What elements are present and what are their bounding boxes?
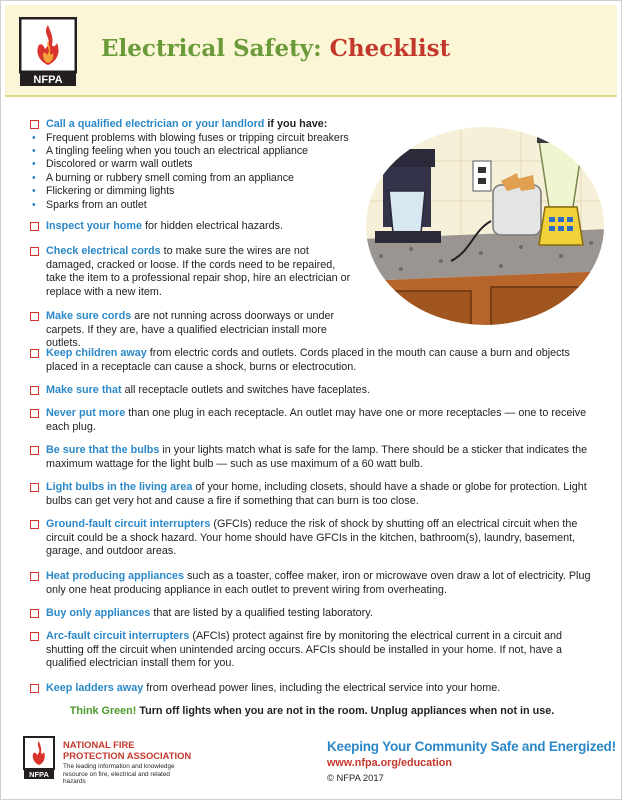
association-tagline: The leading information and knowledge resource on fire, electrical and related hazards: [63, 763, 175, 786]
think-green-note: [1, 705, 622, 717]
checklist-item-inspect-home: [31, 220, 361, 234]
svg-text:NFPA: NFPA: [29, 770, 49, 779]
item-highlight: Inspect your home: [46, 220, 142, 232]
checkbox-icon[interactable]: [30, 386, 39, 395]
item-text: to make sure the wires are not damaged, cracked or loose. If the cords need to be repaired, take the item to a professional repair shop, hire an electrician or replace with a new item.: [46, 245, 351, 298]
checklist-item-one-plug: [31, 407, 601, 434]
checkbox-icon[interactable]: [30, 349, 39, 358]
item-text: of your home, including closets, should have a shade or globe for protection. Light bulbs can get very hot and cause a fire if something that can burn is too close.: [46, 481, 587, 507]
title-part-checklist: Checklist: [329, 35, 451, 62]
item-highlight: Keep children away: [46, 347, 147, 359]
checkbox-icon[interactable]: [30, 312, 39, 321]
kitchen-appliances-illustration: [361, 121, 609, 331]
checklist-item-gfci: [31, 518, 601, 559]
checklist-item-call-electrician: [31, 118, 361, 212]
checkbox-icon[interactable]: [30, 572, 39, 581]
item-highlight: Keep ladders away: [46, 682, 144, 694]
association-name: NATIONAL FIRE PROTECTION ASSOCIATION: [63, 739, 192, 761]
footer-contact: [327, 739, 617, 783]
item-text: (AFCIs) protect against fire by monitoring the electrical current in a circuit and shutting off the circuit when unintended arcing occurs. AFCIs should be installed in your home. If not, have a qualified electrician install them for you.: [46, 630, 563, 670]
checklist-item-ladders: [31, 682, 601, 696]
footer-branding: [23, 736, 273, 786]
checklist-item-living-area-bulbs: [31, 481, 601, 508]
copyright: © NFPA 2017: [327, 772, 384, 783]
title-part-electrical-safety: Electrical Safety:: [101, 35, 322, 62]
item-text: if you have:: [264, 118, 328, 130]
item-text: in your lights match what is safe for the lamp. There should be a sticker that indicates the maximum wattage for the light bulb — such as use maximum of a 60 watt bulb.: [46, 444, 588, 470]
think-green-text: Turn off lights when you are not in the room. Unplug appliances when not in use.: [136, 705, 555, 717]
list-item: • Frequent problems with blowing fuses or tripping circuit breakers: [31, 132, 361, 145]
checkbox-icon[interactable]: [30, 684, 39, 693]
list-item: • Flickering or dimming lights: [31, 185, 361, 198]
item-text: from overhead power lines, including the electrical service into your home.: [143, 682, 501, 694]
item-highlight: Be sure that the bulbs: [46, 444, 160, 456]
item-text: from electric cords and outlets. Cords placed in the mouth can cause a burn and objects placed in a receptacle can cause a shock, burns or electrocution.: [46, 347, 570, 373]
item-highlight: Arc-fault circuit interrupters: [46, 630, 190, 642]
item-text: are not running across doorways or under carpets. If they are, have a qualified electrician install more outlets.: [46, 310, 335, 350]
checkbox-icon[interactable]: [30, 120, 39, 129]
list-item: • Discolored or warm wall outlets: [31, 158, 361, 171]
list-item: • Sparks from an outlet: [31, 199, 361, 212]
checkbox-icon[interactable]: [30, 632, 39, 641]
warning-signs-list: [31, 132, 361, 212]
checkbox-icon[interactable]: [30, 446, 39, 455]
think-green-label: Think Green!: [69, 705, 137, 717]
item-highlight: Make sure cords: [46, 310, 132, 322]
checklist-item-bulbs: [31, 444, 601, 471]
item-text: such as a toaster, coffee maker, iron or microwave oven draw a lot of electricity. Plug only one heat producing appliance in each outlet to prevent wiring from overheating.: [46, 570, 591, 596]
checkbox-icon[interactable]: [30, 520, 39, 529]
item-highlight: Ground-fault circuit interrupters: [46, 518, 211, 530]
checklist-item-cords-doorways: [31, 310, 361, 351]
checkbox-icon[interactable]: [30, 483, 39, 492]
item-highlight: Heat producing appliances: [46, 570, 184, 582]
item-text: (GFCIs) reduce the risk of shock by shutting off an electrical circuit when the circuit could be a shock hazard. Your home should have GFCIs in the kitchen, bathroom(s), laundry, basement, garage, and outdoor areas.: [46, 518, 578, 558]
list-item: • A burning or rubbery smell coming from an appliance: [31, 172, 361, 185]
nfpa-logo: [19, 17, 77, 87]
svg-text:NFPA: NFPA: [33, 74, 63, 86]
checkbox-icon[interactable]: [30, 409, 39, 418]
item-highlight: Light bulbs in the living area: [46, 481, 193, 493]
header-banner: [5, 5, 617, 97]
checklist-item-listed-appliances: [31, 607, 601, 621]
item-highlight: Call a qualified electrician or your landlord: [46, 118, 265, 130]
item-text: that are listed by a qualified testing laboratory.: [150, 607, 373, 619]
item-highlight: Never put more: [46, 407, 126, 419]
item-text: than one plug in each receptacle. An outlet may have one or more receptacles — one to receive each plug.: [46, 407, 587, 433]
item-text: all receptacle outlets and switches have faceplates.: [121, 384, 371, 396]
checkbox-icon[interactable]: [30, 222, 39, 231]
item-highlight: Make sure that: [46, 384, 122, 396]
page-title: [101, 35, 450, 62]
item-text: for hidden electrical hazards.: [142, 220, 284, 232]
checkbox-icon[interactable]: [30, 609, 39, 618]
nfpa-footer-logo: [23, 736, 55, 780]
item-highlight: Buy only appliances: [46, 607, 151, 619]
checklist-item-children: [31, 347, 601, 374]
checkbox-icon[interactable]: [30, 247, 39, 256]
checklist-item-afci: [31, 630, 601, 671]
slogan: Keeping Your Community Safe and Energized!: [327, 739, 616, 754]
item-highlight: Check electrical cords: [46, 245, 161, 257]
list-item: • A tingling feeling when you touch an electrical appliance: [31, 145, 361, 158]
checklist-item-heat-appliances: [31, 570, 601, 597]
education-link[interactable]: www.nfpa.org/education: [327, 757, 452, 769]
checklist-item-faceplates: [31, 384, 601, 398]
checklist-item-check-cords: [31, 245, 353, 299]
